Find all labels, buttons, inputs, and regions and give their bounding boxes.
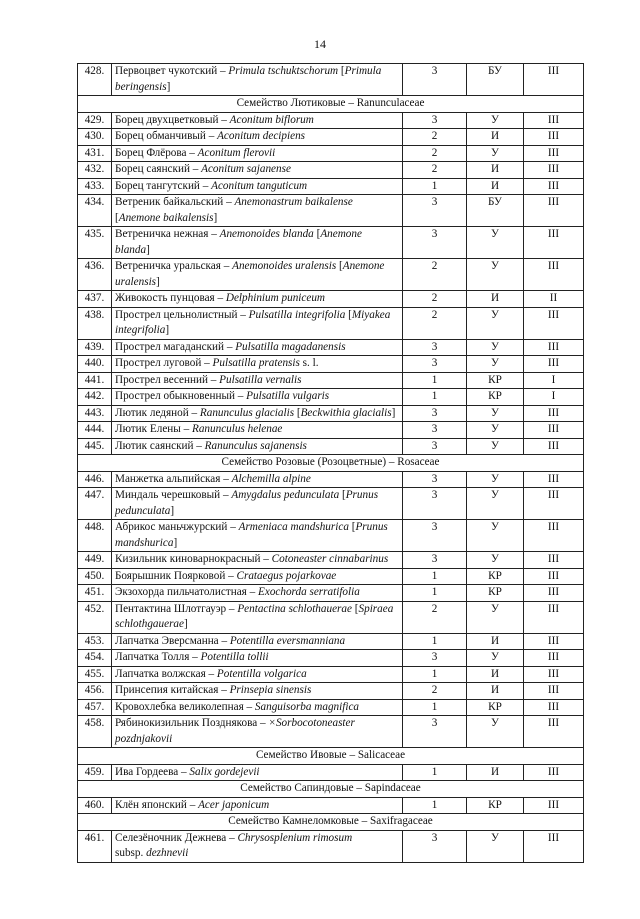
threat-status: У: [467, 716, 524, 748]
species-name: Прострел весенний – Pulsatilla vernalis: [112, 372, 403, 389]
threat-status: У: [467, 356, 524, 373]
threat-status: У: [467, 339, 524, 356]
species-name: Боярышник Поярковой – Crataegus pojarkovae: [112, 568, 403, 585]
table-row: [78, 64, 584, 96]
protection-priority: III: [524, 178, 584, 195]
name-suffix: subsp.: [115, 847, 147, 859]
russian-name: Борец саянский: [115, 163, 190, 175]
latin-name: Crataegus pojarkovae: [236, 569, 337, 582]
species-name: Прострел цельнолистный – Pulsatilla integrifolia [Miyakea integrifolia]: [112, 307, 403, 339]
russian-name: Лапчатка Толля: [115, 651, 190, 663]
russian-name: Кровохлебка великолепная: [115, 700, 244, 713]
species-name: Пентактина Шлотгауэр – Pentactina schlothauerae [Spiraea schlothgauerae]: [112, 601, 403, 633]
latin-name: Armeniaca mandshurica: [238, 521, 349, 533]
russian-name: Борец Флёрова: [115, 146, 187, 159]
family-row: [78, 781, 584, 798]
protection-priority: III: [524, 683, 584, 700]
table-row: [78, 568, 584, 585]
table-row: [78, 699, 584, 716]
table-row: [78, 227, 584, 259]
family-heading: Семейство Сапиндовые – Sapindaceae: [78, 781, 584, 798]
species-name: Абрикос маньчжурский – Armeniaca mandshurica [Prunus mandshurica]: [112, 520, 403, 552]
table-row: [78, 585, 584, 602]
species-number: 454.: [78, 650, 112, 667]
latin-name: Aconitum biflorum: [229, 113, 314, 126]
threat-status: У: [467, 552, 524, 569]
table-row: [78, 552, 584, 569]
latin-name: Cotoneaster cinnabarinus: [271, 553, 389, 565]
species-name: Живокость пунцовая – Delphinium puniceum: [112, 291, 403, 308]
species-number: 448.: [78, 520, 112, 552]
rarity-category: 1: [403, 666, 467, 683]
threat-status: У: [467, 422, 524, 439]
protection-priority: III: [524, 112, 584, 129]
species-number: 428.: [78, 64, 112, 96]
synonym-name: Beckwithia glacialis: [300, 406, 392, 419]
threat-status: БУ: [467, 64, 524, 96]
species-number: 438.: [78, 307, 112, 339]
protection-priority: III: [524, 797, 584, 814]
species-number: 442.: [78, 389, 112, 406]
threat-status: И: [467, 666, 524, 683]
protection-priority: III: [524, 227, 584, 259]
russian-name: Борец обманчивый: [115, 130, 206, 142]
table-row: [78, 764, 584, 781]
threat-status: У: [467, 259, 524, 291]
protection-priority: III: [524, 145, 584, 162]
species-name: Ветреник байкальский – Anemonastrum baikalense [Anemone baikalensis]: [112, 195, 403, 227]
protection-priority: III: [524, 438, 584, 455]
species-number: 458.: [78, 716, 112, 748]
table-row: [78, 438, 584, 455]
rarity-category: 3: [403, 339, 467, 356]
species-number: 453.: [78, 633, 112, 650]
latin-name: Chrysosplenium rimosum: [237, 831, 353, 844]
russian-name: Ветреник байкальский: [115, 196, 224, 208]
species-number: 435.: [78, 227, 112, 259]
species-name: Лютик ледяной – Ranunculus glacialis [Beckwithia glacialis]: [112, 405, 403, 422]
protection-priority: III: [524, 601, 584, 633]
threat-status: У: [467, 227, 524, 259]
latin-name: Exochorda serratifolia: [258, 586, 360, 598]
rarity-category: 1: [403, 178, 467, 195]
threat-status: КР: [467, 699, 524, 716]
synonym-name: Spiraea schlothgauerae: [115, 602, 394, 630]
table-row: [78, 145, 584, 162]
table-row: [78, 405, 584, 422]
table-row: [78, 162, 584, 179]
rarity-category: 2: [403, 259, 467, 291]
threat-status: У: [467, 520, 524, 552]
protection-priority: III: [524, 764, 584, 781]
rarity-category: 3: [403, 552, 467, 569]
protection-priority: III: [524, 307, 584, 339]
latin-name: Salix gordejevii: [189, 765, 260, 778]
rarity-category: 3: [403, 438, 467, 455]
species-number: 460.: [78, 797, 112, 814]
threat-status: КР: [467, 797, 524, 814]
page-number: 14: [314, 37, 326, 51]
rarity-category: 3: [403, 195, 467, 227]
rarity-category: 2: [403, 291, 467, 308]
rarity-category: 2: [403, 162, 467, 179]
russian-name: Рябинокизильник Позднякова: [115, 717, 258, 729]
species-name: Селезёночник Дежнева – Chrysosplenium rimosum subsp. dezhnevii: [112, 830, 403, 862]
rarity-category: 3: [403, 488, 467, 520]
protection-priority: III: [524, 568, 584, 585]
synonym-name: Anemone uralensis: [115, 260, 385, 288]
table-row: [78, 716, 584, 748]
latin-name: ×Sorbocotoneaster pozdnjakovii: [115, 717, 355, 745]
russian-name: Прострел цельнолистный: [115, 308, 238, 321]
species-name: Ветреничка нежная – Anemonoides blanda [Anemone blanda]: [112, 227, 403, 259]
latin-name: Aconitum sajanense: [201, 163, 291, 175]
species-name: Борец саянский – Aconitum sajanense: [112, 162, 403, 179]
protection-priority: I: [524, 372, 584, 389]
latin-name: Prinsepia sinensis: [229, 684, 312, 696]
russian-name: Лютик ледяной: [115, 406, 189, 419]
family-heading: Семейство Лютиковые – Ranunculaceae: [78, 96, 584, 113]
species-number: 437.: [78, 291, 112, 308]
threat-status: И: [467, 764, 524, 781]
threat-status: У: [467, 601, 524, 633]
threat-status: У: [467, 650, 524, 667]
species-name: Рябинокизильник Позднякова – ×Sorbocotoneaster pozdnjakovii: [112, 716, 403, 748]
russian-name: Абрикос маньчжурский: [115, 521, 228, 533]
species-number: 457.: [78, 699, 112, 716]
russian-name: Живокость пунцовая: [115, 292, 215, 304]
protection-priority: III: [524, 488, 584, 520]
protection-priority: III: [524, 339, 584, 356]
species-name: Экзохорда пильчатолистная – Exochorda serratifolia: [112, 585, 403, 602]
latin-name: Pentactina schlothauerae: [237, 602, 352, 615]
rarity-category: 3: [403, 716, 467, 748]
russian-name: Прострел весенний: [115, 373, 208, 386]
species-name: Ветреничка уральская – Anemonoides uralensis [Anemone uralensis]: [112, 259, 403, 291]
table-row: [78, 112, 584, 129]
threat-status: КР: [467, 389, 524, 406]
protection-priority: III: [524, 666, 584, 683]
rarity-category: 3: [403, 650, 467, 667]
table-row: [78, 797, 584, 814]
russian-name: Лапчатка волжская: [115, 667, 206, 680]
threat-status: КР: [467, 568, 524, 585]
russian-name: Борец тангутский: [115, 179, 200, 192]
species-name: Миндаль черешковый – Amygdalus pedunculata [Prunus pedunculata]: [112, 488, 403, 520]
rarity-category: 2: [403, 683, 467, 700]
synonym-name: Prunus mandshurica: [115, 521, 388, 549]
synonym-name: Anemone blanda: [115, 228, 362, 256]
latin-name: Pulsatilla magadanensis: [235, 340, 346, 353]
table-row: [78, 488, 584, 520]
rarity-category: 1: [403, 372, 467, 389]
table-row: [78, 291, 584, 308]
species-name: Первоцвет чукотский – Primula tschuktschorum [Primula beringensis]: [112, 64, 403, 96]
rarity-category: 1: [403, 585, 467, 602]
species-name: Манжетка альпийская – Alchemilla alpine: [112, 471, 403, 488]
latin-name: Anemonoides uralensis: [232, 260, 337, 272]
protection-priority: III: [524, 585, 584, 602]
latin-name: Aconitum flerovii: [197, 146, 276, 159]
latin-name: Anemonastrum baikalense: [234, 196, 353, 208]
latin-name: Sanguisorba magnifica: [254, 700, 360, 713]
rarity-category: 3: [403, 471, 467, 488]
species-number: 450.: [78, 568, 112, 585]
latin-name: Ranunculus helenae: [191, 423, 283, 435]
russian-name: Боярышник Поярковой: [115, 569, 226, 582]
rarity-category: 3: [403, 405, 467, 422]
rarity-category: 2: [403, 601, 467, 633]
protection-priority: III: [524, 650, 584, 667]
protection-priority: III: [524, 356, 584, 373]
russian-name: Кизильник киноварнокрасный: [115, 553, 261, 565]
russian-name: Клён японский: [115, 798, 187, 811]
protection-priority: III: [524, 405, 584, 422]
species-number: 434.: [78, 195, 112, 227]
species-name: Прострел магаданский – Pulsatilla magadanensis: [112, 339, 403, 356]
family-row: [78, 814, 584, 831]
species-name: Клён японский – Acer japonicum: [112, 797, 403, 814]
synonym-name: Anemone baikalensis: [118, 211, 214, 224]
protection-priority: III: [524, 716, 584, 748]
table-row: [78, 633, 584, 650]
table-row: [78, 259, 584, 291]
table-row: [78, 195, 584, 227]
latin-name: Delphinium puniceum: [225, 292, 326, 304]
rarity-category: 1: [403, 699, 467, 716]
threat-status: КР: [467, 372, 524, 389]
table-row: [78, 422, 584, 439]
russian-name: Первоцвет чукотский: [115, 65, 218, 77]
latin-name: Potentilla volgarica: [216, 667, 307, 680]
russian-name: Пентактина Шлотгауэр: [115, 602, 227, 615]
table-row: [78, 178, 584, 195]
species-number: 459.: [78, 764, 112, 781]
rarity-category: 3: [403, 356, 467, 373]
family-row: [78, 96, 584, 113]
family-row: [78, 455, 584, 472]
latin-name: Alchemilla alpine: [231, 472, 311, 485]
species-name: Лютик саянский – Ranunculus sajanensis: [112, 438, 403, 455]
species-number: 432.: [78, 162, 112, 179]
threat-status: У: [467, 405, 524, 422]
table-row: [78, 520, 584, 552]
russian-name: Ива Гордеева: [115, 765, 179, 778]
species-number: 461.: [78, 830, 112, 862]
rarity-category: 3: [403, 520, 467, 552]
russian-name: Прострел луговой: [115, 357, 202, 369]
latin-name: Aconitum decipiens: [217, 130, 306, 142]
species-name: Ива Гордеева – Salix gordejevii: [112, 764, 403, 781]
synonym-name: Prunus pedunculata: [115, 489, 379, 517]
species-number: 430.: [78, 129, 112, 146]
species-number: 439.: [78, 339, 112, 356]
species-name: Кровохлебка великолепная – Sanguisorba magnifica: [112, 699, 403, 716]
rarity-category: 2: [403, 129, 467, 146]
russian-name: Принсепия китайская: [115, 684, 219, 696]
species-number: 441.: [78, 372, 112, 389]
species-name: Прострел обыкновенный – Pulsatilla vulgaris: [112, 389, 403, 406]
threat-status: У: [467, 307, 524, 339]
table-row: [78, 389, 584, 406]
species-number: 444.: [78, 422, 112, 439]
russian-name: Лютик саянский: [115, 439, 194, 452]
threat-status: БУ: [467, 195, 524, 227]
rarity-category: 1: [403, 568, 467, 585]
threat-status: У: [467, 488, 524, 520]
russian-name: Лапчатка Эверсманна: [115, 634, 219, 647]
species-number: 455.: [78, 666, 112, 683]
protection-priority: III: [524, 830, 584, 862]
russian-name: Миндаль черешковый: [115, 489, 221, 501]
protection-priority: III: [524, 552, 584, 569]
species-number: 456.: [78, 683, 112, 700]
protection-priority: III: [524, 471, 584, 488]
russian-name: Ветреничка уральская: [115, 260, 221, 272]
species-number: 451.: [78, 585, 112, 602]
latin-name: Anemonoides blanda: [219, 228, 314, 240]
latin-name: Pulsatilla vernalis: [219, 373, 302, 386]
threat-status: И: [467, 178, 524, 195]
threat-status: И: [467, 683, 524, 700]
table-row: [78, 339, 584, 356]
russian-name: Прострел магаданский: [115, 340, 225, 353]
species-table: [77, 63, 584, 863]
threat-status: У: [467, 112, 524, 129]
rarity-category: 3: [403, 422, 467, 439]
threat-status: У: [467, 438, 524, 455]
rarity-category: 2: [403, 307, 467, 339]
table-row: [78, 307, 584, 339]
species-name: Лапчатка Толля – Potentilla tollii: [112, 650, 403, 667]
protection-priority: III: [524, 259, 584, 291]
table-row: [78, 356, 584, 373]
latin-name: Ranunculus sajanensis: [204, 439, 307, 452]
rarity-category: 3: [403, 830, 467, 862]
latin-name: Amygdalus pedunculata: [231, 489, 340, 501]
species-number: 446.: [78, 471, 112, 488]
russian-name: Ветреничка нежная: [115, 228, 209, 240]
threat-status: И: [467, 129, 524, 146]
family-heading: Семейство Камнеломковые – Saxifragaceae: [78, 814, 584, 831]
rarity-category: 1: [403, 764, 467, 781]
threat-status: КР: [467, 585, 524, 602]
russian-name: Лютик Елены: [115, 423, 181, 435]
protection-priority: III: [524, 64, 584, 96]
russian-name: Манжетка альпийская: [115, 472, 221, 485]
species-number: 431.: [78, 145, 112, 162]
species-number: 452.: [78, 601, 112, 633]
species-number: 447.: [78, 488, 112, 520]
protection-priority: II: [524, 291, 584, 308]
russian-name: Борец двухцветковый: [115, 113, 219, 126]
species-number: 433.: [78, 178, 112, 195]
family-heading: Семейство Ивовые – Salicaceae: [78, 748, 584, 765]
table-row: [78, 601, 584, 633]
threat-status: И: [467, 291, 524, 308]
species-name: Лапчатка волжская – Potentilla volgarica: [112, 666, 403, 683]
rarity-category: 1: [403, 797, 467, 814]
protection-priority: III: [524, 699, 584, 716]
synonym-name: Primula beringensis: [115, 65, 382, 93]
protection-priority: III: [524, 162, 584, 179]
protection-priority: III: [524, 633, 584, 650]
species-name: Борец двухцветковый – Aconitum biflorum: [112, 112, 403, 129]
threat-status: И: [467, 162, 524, 179]
rarity-category: 1: [403, 389, 467, 406]
species-name: Лютик Елены – Ranunculus helenae: [112, 422, 403, 439]
threat-status: У: [467, 830, 524, 862]
threat-status: У: [467, 471, 524, 488]
table-row: [78, 129, 584, 146]
species-name: Кизильник киноварнокрасный – Cotoneaster cinnabarinus: [112, 552, 403, 569]
latin-name: Aconitum tanguticum: [211, 179, 308, 192]
table-row: [78, 650, 584, 667]
latin-name: Potentilla eversmanniana: [229, 634, 346, 647]
latin-name: Primula tschuktschorum: [228, 65, 339, 77]
table-row: [78, 372, 584, 389]
table-row: [78, 830, 584, 862]
species-number: 429.: [78, 112, 112, 129]
name-suffix: s. l.: [299, 357, 319, 369]
russian-name: Селезёночник Дежнева: [115, 831, 227, 844]
protection-priority: III: [524, 520, 584, 552]
threat-status: И: [467, 633, 524, 650]
protection-priority: III: [524, 129, 584, 146]
russian-name: Экзохорда пильчатолистная: [115, 586, 247, 598]
species-number: 449.: [78, 552, 112, 569]
rarity-category: 3: [403, 64, 467, 96]
species-name: Лапчатка Эверсманна – Potentilla eversmanniana: [112, 633, 403, 650]
latin-name: Pulsatilla vulgaris: [246, 390, 330, 402]
latin-name: Pulsatilla integrifolia: [248, 308, 346, 321]
latin-name: Pulsatilla pratensis: [212, 357, 300, 369]
family-heading: Семейство Розовые (Розоцветные) – Rosaceae: [78, 455, 584, 472]
protection-priority: III: [524, 195, 584, 227]
table-row: [78, 683, 584, 700]
latin-infraspecies: dezhnevii: [146, 847, 189, 859]
species-name: Принсепия китайская – Prinsepia sinensis: [112, 683, 403, 700]
latin-name: Acer japonicum: [198, 798, 270, 811]
species-number: 440.: [78, 356, 112, 373]
latin-name: Potentilla tollii: [200, 651, 269, 663]
protection-priority: I: [524, 389, 584, 406]
species-number: 436.: [78, 259, 112, 291]
species-number: 443.: [78, 405, 112, 422]
rarity-category: 3: [403, 227, 467, 259]
species-name: Прострел луговой – Pulsatilla pratensis s. l.: [112, 356, 403, 373]
russian-name: Прострел обыкновенный: [115, 390, 235, 402]
species-name: Борец Флёрова – Aconitum flerovii: [112, 145, 403, 162]
rarity-category: 2: [403, 145, 467, 162]
threat-status: У: [467, 145, 524, 162]
rarity-category: 3: [403, 112, 467, 129]
species-name: Борец обманчивый – Aconitum decipiens: [112, 129, 403, 146]
synonym-name: Miyakea integrifolia: [115, 308, 391, 336]
family-row: [78, 748, 584, 765]
species-number: 445.: [78, 438, 112, 455]
table-row: [78, 666, 584, 683]
latin-name: Ranunculus glacialis: [199, 406, 295, 419]
protection-priority: III: [524, 422, 584, 439]
species-name: Борец тангутский – Aconitum tanguticum: [112, 178, 403, 195]
table-row: [78, 471, 584, 488]
rarity-category: 1: [403, 633, 467, 650]
